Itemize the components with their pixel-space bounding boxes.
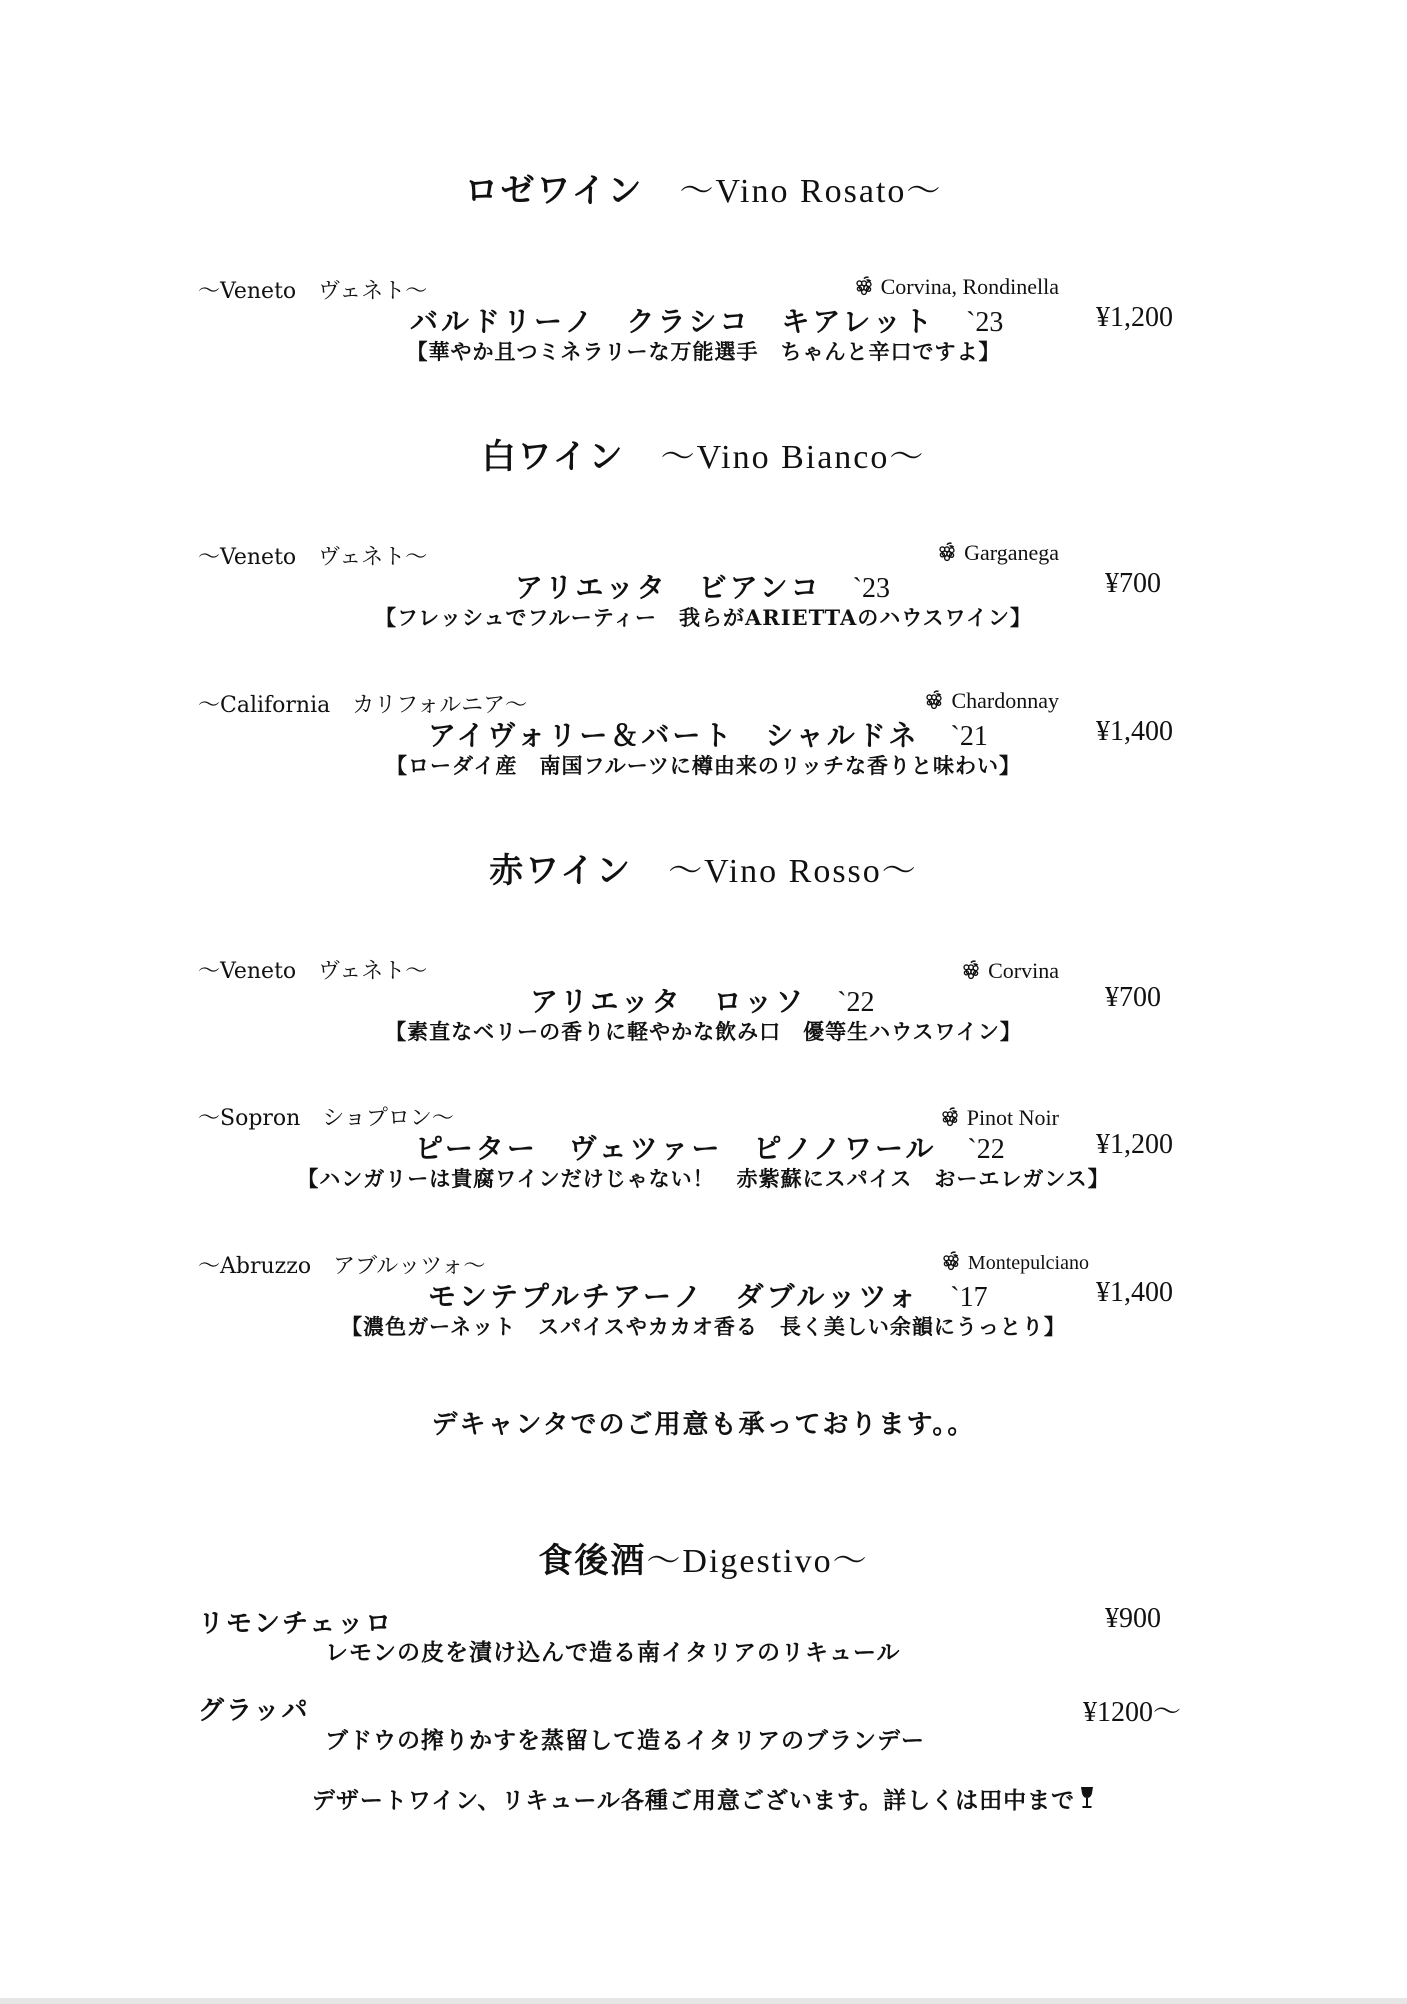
item-description: 【素直なベリーの香りに軽やかな飲み口 優等生ハウスワイン】 <box>385 1019 1022 1044</box>
item-name-label: モンテプルチアーノ ダブルッツォ <box>428 1280 920 1313</box>
item-region: 〜Veneto ヴェネト〜 <box>198 545 428 570</box>
footer-note-text: デザートワイン、リキュール各種ご用意ございます。詳しくは田中まで <box>311 1787 1076 1814</box>
item-name-label: アリエッタ ビアンコ <box>515 571 822 604</box>
item-name <box>428 1275 988 1315</box>
item-grape-label: Chardonnay <box>951 688 1059 713</box>
item-description: 【華やか且つミネラリーな万能選手 ちゃんと辛口ですよ】 <box>406 339 1001 364</box>
digestivo-item-name: リモンチェッロ <box>198 1609 394 1639</box>
item-grape-label: Corvina, Rondinella <box>880 274 1059 299</box>
item-grape-label: Pinot Noir <box>966 1105 1059 1130</box>
item-description: 【ローダイ産 南国フルーツに樽由来のリッチな香りと味わい】 <box>385 753 1022 778</box>
section-title-rosato-jp: ロゼワイン <box>464 171 644 211</box>
item-name <box>515 566 890 606</box>
item-name <box>530 980 875 1020</box>
item-region: 〜California カリフォルニア〜 <box>198 693 528 718</box>
digestivo-item-price: ¥1200〜 <box>1083 1697 1182 1728</box>
item-name-label: アリエッタ ロッソ <box>530 985 807 1018</box>
item-name <box>415 1127 1005 1167</box>
item-region: 〜Veneto ヴェネト〜 <box>198 959 428 984</box>
section-title-rosso-latin: 〜Vino Rosso〜 <box>668 853 918 890</box>
item-grape <box>936 540 1059 566</box>
item-description: 【ハンガリーは貴腐ワインだけじゃない！ 赤紫蘇にスパイス おーエレガンス】 <box>297 1166 1110 1191</box>
item-price: ¥1,200 <box>1096 302 1173 333</box>
section-title-digestivo <box>0 1533 1407 1582</box>
item-region: 〜Sopron ショプロン〜 <box>198 1106 454 1131</box>
item-vintage: `23 <box>966 307 1004 338</box>
item-name <box>410 300 1003 340</box>
item-name <box>428 714 988 754</box>
grape-icon <box>936 542 958 564</box>
digestivo-item-description: レモンの皮を漬け込んで造る南イタリアのリキュール <box>325 1639 901 1666</box>
digestivo-item-name: グラッパ <box>198 1696 310 1726</box>
item-grape-label: Montepulciano <box>967 1252 1089 1274</box>
item-name-label: ピーター ヴェツァー ピノノワール <box>415 1132 937 1165</box>
item-price: ¥700 <box>1105 982 1161 1013</box>
section-title-rosato-latin: 〜Vino Rosato〜 <box>679 173 943 210</box>
item-vintage: `22 <box>967 1134 1005 1165</box>
item-region: 〜Veneto ヴェネト〜 <box>198 279 428 304</box>
section-title-rosato <box>0 163 1407 212</box>
section-title-bianco <box>0 429 1407 478</box>
footer-note <box>0 1782 1407 1815</box>
item-price: ¥1,200 <box>1096 1129 1173 1160</box>
item-grape-label: Garganega <box>964 540 1059 565</box>
grape-icon <box>960 960 982 982</box>
section-title-rosso <box>0 843 1407 892</box>
item-grape <box>853 274 1059 300</box>
item-name-label: アイヴォリー＆バート シャルドネ <box>428 719 920 752</box>
item-grape <box>960 958 1059 984</box>
item-grape-label: Corvina <box>988 958 1059 983</box>
grape-icon <box>853 276 875 298</box>
section-title-digestivo-latin: 〜Digestivo〜 <box>646 1543 869 1580</box>
decanter-note: デキャンタでのご用意も承っております。。 <box>431 1410 976 1440</box>
grape-icon <box>940 1251 962 1273</box>
item-vintage: `22 <box>837 987 875 1018</box>
section-title-bianco-latin: 〜Vino Bianco〜 <box>660 439 926 476</box>
item-price: ¥700 <box>1105 568 1161 599</box>
item-description: 【フレッシュでフルーティー 我らがARIETTAのハウスワイン】 <box>375 605 1032 630</box>
item-vintage: `21 <box>950 721 988 752</box>
item-region: 〜Abruzzo アブルッツォ〜 <box>198 1254 486 1279</box>
item-price: ¥1,400 <box>1096 1277 1173 1308</box>
digestivo-item-price: ¥900 <box>1105 1603 1161 1634</box>
digestivo-item-description: ブドウの搾りかすを蒸留して造るイタリアのブランデー <box>325 1727 925 1754</box>
section-title-bianco-jp: 白ワイン <box>481 437 625 477</box>
section-title-rosso-jp: 赤ワイン <box>489 851 633 891</box>
item-description: 【濃色ガーネット スパイスやカカオ香る 長く美しい余韻にうっとり】 <box>341 1314 1066 1339</box>
section-title-digestivo-jp: 食後酒 <box>538 1541 647 1581</box>
item-grape <box>923 688 1059 714</box>
item-price: ¥1,400 <box>1096 716 1173 747</box>
item-name-label: バルドリーノ クラシコ キアレット <box>410 305 936 338</box>
grape-icon <box>923 690 945 712</box>
wine-glass-icon <box>1079 1786 1095 1810</box>
item-vintage: `17 <box>950 1282 988 1313</box>
item-grape <box>940 1251 1089 1275</box>
grape-icon <box>939 1107 961 1129</box>
item-vintage: `23 <box>852 573 890 604</box>
page-bottom-edge <box>0 1998 1407 2004</box>
